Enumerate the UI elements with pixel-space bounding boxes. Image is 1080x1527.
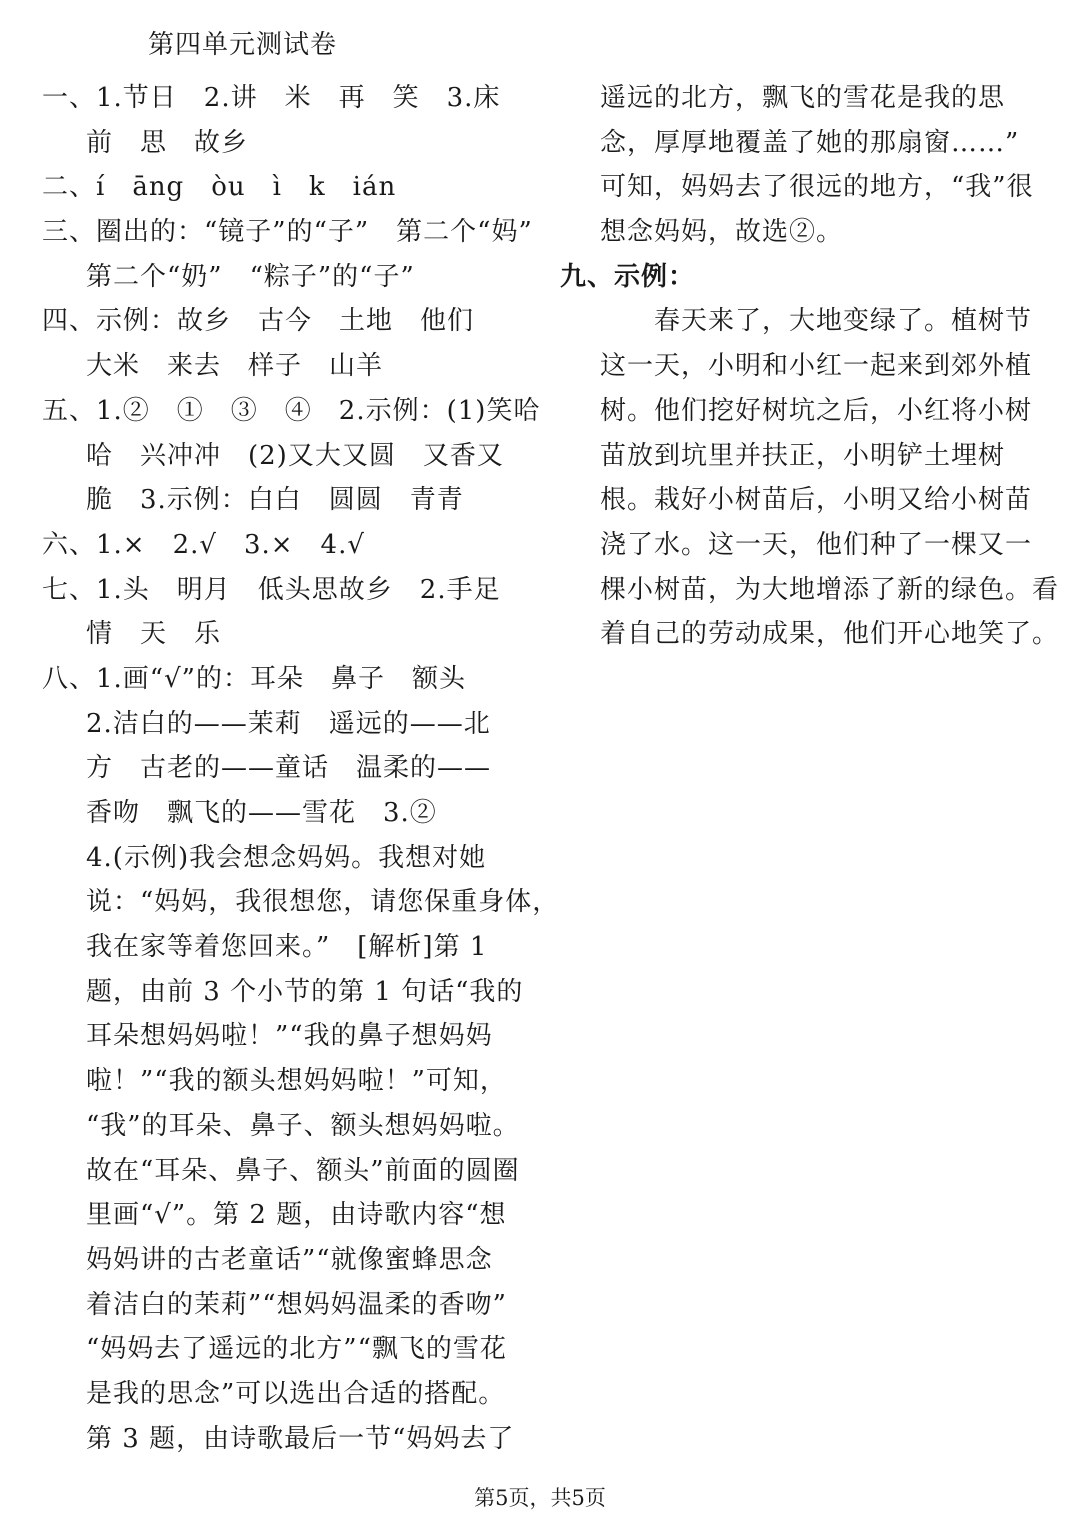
answer-line: 说：“妈妈，我很想您，请您保重身体， bbox=[86, 887, 560, 918]
answer-line: “我”的耳朵、鼻子、额头想妈妈啦。 bbox=[86, 1110, 520, 1141]
answer-line: 棵小树苗，为大地增添了新的绿色。看 bbox=[600, 574, 1060, 605]
answer-line: 方 古老的——童话 温柔的—— bbox=[86, 753, 492, 784]
answer-line: 六、1.× 2.√ 3.× 4.√ bbox=[42, 529, 365, 560]
answer-line: 是我的思念”可以选出合适的搭配。 bbox=[86, 1378, 506, 1409]
answer-line: 里画“√”。第 2 题，由诗歌内容“想 bbox=[86, 1200, 507, 1231]
answer-line: 一、1.节日 2.讲 米 再 笑 3.床 bbox=[42, 83, 501, 113]
answer-line: 耳朵想妈妈啦！”“我的鼻子想妈妈 bbox=[86, 1021, 493, 1052]
answer-line: 遥远的北方，飘飞的雪花是我的思 bbox=[600, 83, 1006, 113]
answer-line: 啦！”“我的额头想妈妈啦！”可知， bbox=[86, 1066, 507, 1097]
answer-line: 四、示例：故乡 古今 土地 他们 bbox=[42, 306, 475, 337]
page-title: 第四单元测试卷 bbox=[148, 30, 338, 60]
answer-line: 着洁白的茉莉”“想妈妈温柔的香吻” bbox=[86, 1289, 507, 1320]
answer-line: 第 3 题，由诗歌最后一节“妈妈去了 bbox=[86, 1423, 515, 1454]
answer-line: 着自己的劳动成果，他们开心地笑了。 bbox=[600, 619, 1060, 650]
answer-line: 念，厚厚地覆盖了她的那扇窗……” bbox=[600, 127, 1020, 158]
page-footer: 第5页，共5页 bbox=[474, 1486, 606, 1510]
answer-line: 浇了水。这一天，他们种了一棵又一 bbox=[600, 529, 1033, 560]
answer-line: 第二个“奶” “粽子”的“子” bbox=[86, 261, 415, 292]
answer-line: 前 思 故乡 bbox=[86, 127, 249, 158]
answer-line: 苗放到坑里并扶正，小明铲土埋树 bbox=[600, 440, 1006, 471]
answer-line: 七、1.头 明月 低头思故乡 2.手足 bbox=[42, 574, 501, 605]
answer-line: 春天来了，大地变绿了。植树节 bbox=[654, 306, 1033, 337]
answer-line: “妈妈去了遥远的北方”“飘飞的雪花 bbox=[86, 1334, 507, 1365]
answer-line: 我在家等着您回来。” [解析]第 1 bbox=[86, 932, 488, 963]
answer-line: 想念妈妈，故选②。 bbox=[600, 217, 844, 248]
answer-line: 4.(示例)我会想念妈妈。我想对她 bbox=[86, 842, 487, 873]
answer-line: 哈 兴冲冲 (2)又大又圆 又香又 bbox=[86, 440, 504, 471]
answer-line: 三、圈出的：“镜子”的“子” 第二个“妈” bbox=[42, 217, 533, 248]
answer-line: 树。他们挖好树坑之后，小红将小树 bbox=[600, 395, 1033, 426]
answer-line: 情 天 乐 bbox=[86, 619, 222, 650]
answer-line: 根。栽好小树苗后，小明又给小树苗 bbox=[600, 485, 1033, 516]
answer-line: 香吻 飘飞的——雪花 3.② bbox=[86, 798, 437, 828]
answer-line: 五、1.② ① ③ ④ 2.示例：(1)笑哈 bbox=[42, 395, 541, 426]
answer-line: 八、1.画“√”的：耳朵 鼻子 额头 bbox=[42, 663, 466, 694]
section-heading: 九、示例： bbox=[560, 261, 696, 292]
right-column bbox=[560, 76, 1060, 657]
answer-line: 大米 来去 样子 山羊 bbox=[86, 351, 384, 382]
answer-line: 题，由前 3 个小节的第 1 句话“我的 bbox=[86, 976, 524, 1007]
answer-line: 妈妈讲的古老童话”“就像蜜蜂思念 bbox=[86, 1244, 493, 1275]
answer-line: 这一天，小明和小红一起来到郊外植 bbox=[600, 351, 1033, 382]
answer-line: 2.洁白的——茉莉 遥远的——北 bbox=[86, 708, 491, 739]
answer-line: 可知，妈妈去了很远的地方，“我”很 bbox=[600, 172, 1034, 203]
left-column bbox=[42, 76, 560, 1461]
answer-line: 脆 3.示例：白白 圆圆 青青 bbox=[86, 485, 464, 516]
answer-line: 故在“耳朵、鼻子、额头”前面的圆圈 bbox=[86, 1155, 520, 1186]
answer-line: 二、í āng òu ì k ián bbox=[42, 172, 397, 203]
